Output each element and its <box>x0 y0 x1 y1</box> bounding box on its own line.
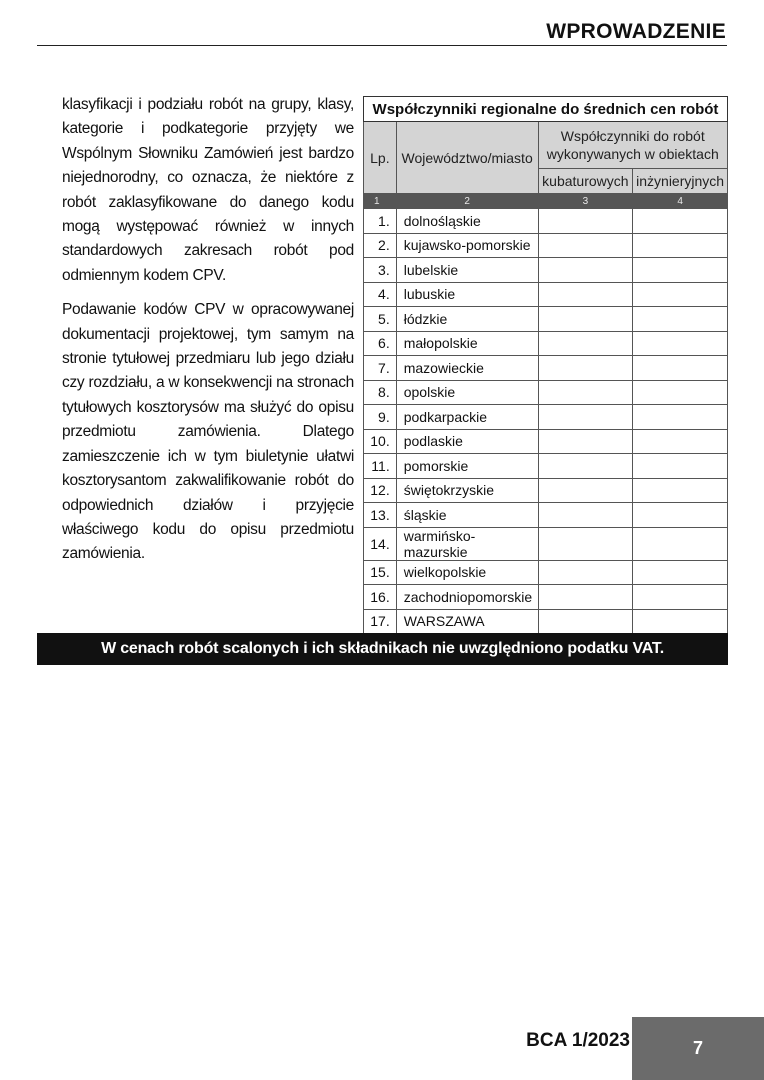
row-engineering-cell <box>633 380 728 405</box>
row-engineering-cell <box>633 478 728 503</box>
table-row <box>364 380 728 405</box>
row-lp-cell: 16. <box>364 585 397 610</box>
table-body <box>364 209 728 634</box>
paragraph-2: Podawanie kodów CPV w opracowywanej dokumentacji projektowej, tym samym na stronie tytułowej przedmiaru lub jego działu czy rozdziału, a w konsekwencji na stronach tytułowych kosztorysów ma służyć do opisu przedmiotu zamówienia. Dlatego zamieszczenie ich w tym biuletynie ułatwi kosztorysantom zakwalifikowanie robót do odpowiednich działów i przyjęcie właściwego kodu do opisu przedmiotu zamówienia. <box>62 301 354 563</box>
row-cubature-cell <box>538 527 633 560</box>
vat-notice: W cenach robót scalonych i ich składnikach nie uwzględniono podatku VAT. <box>37 633 728 665</box>
table-row <box>364 454 728 479</box>
table-row <box>364 405 728 430</box>
row-cubature-cell <box>538 454 633 479</box>
table-row <box>364 307 728 332</box>
row-region-cell: lubelskie <box>396 258 538 283</box>
table-row <box>364 209 728 234</box>
row-region-cell: świętokrzyskie <box>396 478 538 503</box>
row-region-cell: śląskie <box>396 503 538 528</box>
row-cubature-cell <box>538 258 633 283</box>
row-region-cell: pomorskie <box>396 454 538 479</box>
row-cubature-cell <box>538 331 633 356</box>
column-number: 3 <box>538 194 633 209</box>
row-engineering-cell <box>633 429 728 454</box>
row-lp-cell: 4. <box>364 282 397 307</box>
regional-coefficients-table <box>363 96 728 634</box>
row-engineering-cell <box>633 209 728 234</box>
paragraph-1: klasyfikacji i podziału robót na grupy, klasy, kategorie i podkategorie przyjęty we Wspólnym Słowniku Zamówień jest bardzo niejednorodny, co oznacza, że niektóre z robót zaklasyfikowane do danego kodu mogą występować również w innych standardowych zakresach robót pod odmiennym kodem CPV. <box>62 96 354 284</box>
table-row <box>364 527 728 560</box>
table-row <box>364 429 728 454</box>
row-region-cell: małopolskie <box>396 331 538 356</box>
table-row <box>364 560 728 585</box>
section-title: WPROWADZENIE <box>546 20 726 43</box>
row-cubature-cell <box>538 209 633 234</box>
row-cubature-cell <box>538 560 633 585</box>
row-engineering-cell <box>633 527 728 560</box>
table-row <box>364 331 728 356</box>
row-region-cell: wielkopolskie <box>396 560 538 585</box>
row-lp-cell: 1. <box>364 209 397 234</box>
header-rule <box>37 45 727 46</box>
column-number: 1 <box>364 194 397 209</box>
column-header-group: Współczynniki do robót wykonywanych w obiektach <box>538 122 727 169</box>
column-header-lp: Lp. <box>364 122 397 194</box>
column-number: 4 <box>633 194 728 209</box>
row-engineering-cell <box>633 585 728 610</box>
row-cubature-cell <box>538 585 633 610</box>
row-lp-cell: 7. <box>364 356 397 381</box>
row-region-cell: WARSZAWA <box>396 609 538 634</box>
row-engineering-cell <box>633 405 728 430</box>
row-engineering-cell <box>633 233 728 258</box>
table-row <box>364 258 728 283</box>
row-region-cell: opolskie <box>396 380 538 405</box>
column-header-engineering: inżynieryjnych <box>633 169 728 194</box>
row-cubature-cell <box>538 356 633 381</box>
row-cubature-cell <box>538 609 633 634</box>
table-title: Współczynniki regionalne do średnich cen robót <box>364 97 728 122</box>
row-engineering-cell <box>633 609 728 634</box>
row-region-cell: zachodniopomorskie <box>396 585 538 610</box>
table-row <box>364 233 728 258</box>
row-region-cell: dolnośląskie <box>396 209 538 234</box>
table-row <box>364 609 728 634</box>
column-number-row <box>364 194 728 209</box>
table-row <box>364 585 728 610</box>
row-lp-cell: 2. <box>364 233 397 258</box>
row-cubature-cell <box>538 429 633 454</box>
row-lp-cell: 8. <box>364 380 397 405</box>
row-engineering-cell <box>633 454 728 479</box>
page-number: 7 <box>632 1017 764 1080</box>
row-lp-cell: 17. <box>364 609 397 634</box>
row-cubature-cell <box>538 233 633 258</box>
row-engineering-cell <box>633 258 728 283</box>
row-region-cell: łódzkie <box>396 307 538 332</box>
row-cubature-cell <box>538 478 633 503</box>
column-number: 2 <box>396 194 538 209</box>
table-row <box>364 282 728 307</box>
footer-issue: BCA 1/2023 <box>526 1030 630 1051</box>
row-lp-cell: 9. <box>364 405 397 430</box>
row-engineering-cell <box>633 282 728 307</box>
row-engineering-cell <box>633 307 728 332</box>
row-engineering-cell <box>633 331 728 356</box>
row-engineering-cell <box>633 503 728 528</box>
row-lp-cell: 3. <box>364 258 397 283</box>
row-cubature-cell <box>538 503 633 528</box>
row-lp-cell: 10. <box>364 429 397 454</box>
row-lp-cell: 6. <box>364 331 397 356</box>
column-header-cubature: kubaturowych <box>538 169 633 194</box>
row-region-cell: podlaskie <box>396 429 538 454</box>
column-header-region: Województwo/miasto <box>396 122 538 194</box>
row-lp-cell: 14. <box>364 527 397 560</box>
row-region-cell: mazowieckie <box>396 356 538 381</box>
row-cubature-cell <box>538 405 633 430</box>
row-cubature-cell <box>538 380 633 405</box>
row-cubature-cell <box>538 282 633 307</box>
row-lp-cell: 12. <box>364 478 397 503</box>
body-text <box>62 93 354 577</box>
row-lp-cell: 13. <box>364 503 397 528</box>
row-lp-cell: 5. <box>364 307 397 332</box>
row-lp-cell: 15. <box>364 560 397 585</box>
row-engineering-cell <box>633 356 728 381</box>
table-row <box>364 503 728 528</box>
row-region-cell: warmińsko-mazurskie <box>396 527 538 560</box>
row-lp-cell: 11. <box>364 454 397 479</box>
row-region-cell: kujawsko-pomorskie <box>396 233 538 258</box>
row-region-cell: podkarpackie <box>396 405 538 430</box>
table-row <box>364 478 728 503</box>
row-region-cell: lubuskie <box>396 282 538 307</box>
row-engineering-cell <box>633 560 728 585</box>
table-row <box>364 356 728 381</box>
row-cubature-cell <box>538 307 633 332</box>
